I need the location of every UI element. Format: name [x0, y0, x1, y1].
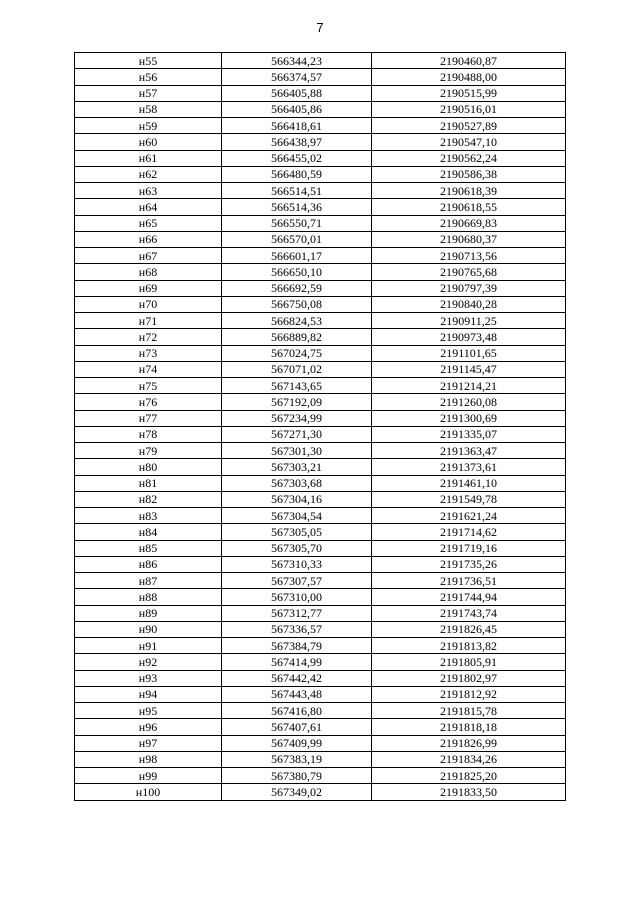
coordinates-table — [74, 52, 566, 801]
x-coordinate-cell: 567383,19 — [222, 751, 372, 767]
x-coordinate-cell: 567271,30 — [222, 426, 372, 442]
x-coordinate-cell: 566514,36 — [222, 199, 372, 215]
y-coordinate-cell: 2190911,25 — [372, 313, 566, 329]
x-coordinate-cell: 566824,53 — [222, 313, 372, 329]
x-coordinate-cell: 567304,16 — [222, 491, 372, 507]
point-id-cell: н91 — [75, 638, 222, 654]
x-coordinate-cell: 567336,57 — [222, 621, 372, 637]
x-coordinate-cell: 567307,57 — [222, 573, 372, 589]
table-row — [75, 735, 566, 751]
x-coordinate-cell: 566650,10 — [222, 264, 372, 280]
x-coordinate-cell: 566601,17 — [222, 248, 372, 264]
coordinates-table-body — [75, 53, 566, 801]
point-id-cell: н73 — [75, 345, 222, 361]
x-coordinate-cell: 566405,88 — [222, 85, 372, 101]
y-coordinate-cell: 2191743,74 — [372, 605, 566, 621]
y-coordinate-cell: 2191826,99 — [372, 735, 566, 751]
table-row — [75, 719, 566, 735]
table-row — [75, 621, 566, 637]
table-row — [75, 118, 566, 134]
point-id-cell: н56 — [75, 69, 222, 85]
table-row — [75, 183, 566, 199]
y-coordinate-cell: 2190840,28 — [372, 296, 566, 312]
point-id-cell: н89 — [75, 605, 222, 621]
point-id-cell: н75 — [75, 378, 222, 394]
point-id-cell: н98 — [75, 751, 222, 767]
point-id-cell: н64 — [75, 199, 222, 215]
table-row — [75, 556, 566, 572]
table-row — [75, 670, 566, 686]
x-coordinate-cell: 566438,97 — [222, 134, 372, 150]
point-id-cell: н83 — [75, 508, 222, 524]
y-coordinate-cell: 2191825,20 — [372, 768, 566, 784]
y-coordinate-cell: 2190586,38 — [372, 166, 566, 182]
table-row — [75, 101, 566, 117]
y-coordinate-cell: 2190460,87 — [372, 53, 566, 69]
x-coordinate-cell: 567143,65 — [222, 378, 372, 394]
y-coordinate-cell: 2190618,39 — [372, 183, 566, 199]
table-row — [75, 410, 566, 426]
table-row — [75, 654, 566, 670]
y-coordinate-cell: 2191813,82 — [372, 638, 566, 654]
y-coordinate-cell: 2191805,91 — [372, 654, 566, 670]
y-coordinate-cell: 2191549,78 — [372, 491, 566, 507]
y-coordinate-cell: 2190547,10 — [372, 134, 566, 150]
y-coordinate-cell: 2191815,78 — [372, 703, 566, 719]
x-coordinate-cell: 567192,09 — [222, 394, 372, 410]
y-coordinate-cell: 2190516,01 — [372, 101, 566, 117]
y-coordinate-cell: 2190669,83 — [372, 215, 566, 231]
x-coordinate-cell: 567407,61 — [222, 719, 372, 735]
y-coordinate-cell: 2191621,24 — [372, 508, 566, 524]
table-row — [75, 231, 566, 247]
table-row — [75, 768, 566, 784]
y-coordinate-cell: 2191744,94 — [372, 589, 566, 605]
x-coordinate-cell: 567380,79 — [222, 768, 372, 784]
y-coordinate-cell: 2191461,10 — [372, 475, 566, 491]
table-row — [75, 69, 566, 85]
point-id-cell: н93 — [75, 670, 222, 686]
x-coordinate-cell: 566405,86 — [222, 101, 372, 117]
x-coordinate-cell: 567234,99 — [222, 410, 372, 426]
point-id-cell: н63 — [75, 183, 222, 199]
y-coordinate-cell: 2191373,61 — [372, 459, 566, 475]
y-coordinate-cell: 2191834,26 — [372, 751, 566, 767]
table-row — [75, 280, 566, 296]
y-coordinate-cell: 2191714,62 — [372, 524, 566, 540]
y-coordinate-cell: 2191214,21 — [372, 378, 566, 394]
table-row — [75, 443, 566, 459]
y-coordinate-cell: 2191363,47 — [372, 443, 566, 459]
y-coordinate-cell: 2191101,65 — [372, 345, 566, 361]
y-coordinate-cell: 2191818,18 — [372, 719, 566, 735]
table-row — [75, 150, 566, 166]
y-coordinate-cell: 2191300,69 — [372, 410, 566, 426]
point-id-cell: н72 — [75, 329, 222, 345]
table-row — [75, 199, 566, 215]
y-coordinate-cell: 2191719,16 — [372, 540, 566, 556]
x-coordinate-cell: 567301,30 — [222, 443, 372, 459]
x-coordinate-cell: 567384,79 — [222, 638, 372, 654]
point-id-cell: н78 — [75, 426, 222, 442]
table-row — [75, 751, 566, 767]
point-id-cell: н62 — [75, 166, 222, 182]
y-coordinate-cell: 2191735,26 — [372, 556, 566, 572]
point-id-cell: н82 — [75, 491, 222, 507]
table-row — [75, 361, 566, 377]
y-coordinate-cell: 2191145,47 — [372, 361, 566, 377]
table-row — [75, 784, 566, 800]
point-id-cell: н57 — [75, 85, 222, 101]
y-coordinate-cell: 2190562,24 — [372, 150, 566, 166]
point-id-cell: н88 — [75, 589, 222, 605]
x-coordinate-cell: 567305,70 — [222, 540, 372, 556]
table-row — [75, 686, 566, 702]
y-coordinate-cell: 2191833,50 — [372, 784, 566, 800]
y-coordinate-cell: 2190713,56 — [372, 248, 566, 264]
table-row — [75, 573, 566, 589]
point-id-cell: н95 — [75, 703, 222, 719]
point-id-cell: н85 — [75, 540, 222, 556]
x-coordinate-cell: 567312,77 — [222, 605, 372, 621]
y-coordinate-cell: 2191802,97 — [372, 670, 566, 686]
table-row — [75, 475, 566, 491]
table-row — [75, 394, 566, 410]
point-id-cell: н97 — [75, 735, 222, 751]
x-coordinate-cell: 567416,80 — [222, 703, 372, 719]
x-coordinate-cell: 566750,08 — [222, 296, 372, 312]
x-coordinate-cell: 566344,23 — [222, 53, 372, 69]
point-id-cell: н65 — [75, 215, 222, 231]
x-coordinate-cell: 567349,02 — [222, 784, 372, 800]
y-coordinate-cell: 2190527,89 — [372, 118, 566, 134]
point-id-cell: н76 — [75, 394, 222, 410]
table-row — [75, 589, 566, 605]
table-row — [75, 426, 566, 442]
table-row — [75, 134, 566, 150]
x-coordinate-cell: 566514,51 — [222, 183, 372, 199]
point-id-cell: н81 — [75, 475, 222, 491]
table-row — [75, 703, 566, 719]
point-id-cell: н61 — [75, 150, 222, 166]
table-row — [75, 215, 566, 231]
point-id-cell: н87 — [75, 573, 222, 589]
point-id-cell: н94 — [75, 686, 222, 702]
table-row — [75, 345, 566, 361]
x-coordinate-cell: 567305,05 — [222, 524, 372, 540]
table-row — [75, 85, 566, 101]
x-coordinate-cell: 566418,61 — [222, 118, 372, 134]
table-row — [75, 329, 566, 345]
point-id-cell: н66 — [75, 231, 222, 247]
point-id-cell: н60 — [75, 134, 222, 150]
point-id-cell: н74 — [75, 361, 222, 377]
table-row — [75, 313, 566, 329]
x-coordinate-cell: 567443,48 — [222, 686, 372, 702]
x-coordinate-cell: 567310,33 — [222, 556, 372, 572]
table-row — [75, 540, 566, 556]
point-id-cell: н68 — [75, 264, 222, 280]
table-row — [75, 605, 566, 621]
point-id-cell: н86 — [75, 556, 222, 572]
table-row — [75, 508, 566, 524]
point-id-cell: н99 — [75, 768, 222, 784]
x-coordinate-cell: 566692,59 — [222, 280, 372, 296]
point-id-cell: н55 — [75, 53, 222, 69]
y-coordinate-cell: 2191826,45 — [372, 621, 566, 637]
table-row — [75, 248, 566, 264]
table-row — [75, 459, 566, 475]
x-coordinate-cell: 567071,02 — [222, 361, 372, 377]
y-coordinate-cell: 2191812,92 — [372, 686, 566, 702]
x-coordinate-cell: 566889,82 — [222, 329, 372, 345]
y-coordinate-cell: 2190765,68 — [372, 264, 566, 280]
point-id-cell: н84 — [75, 524, 222, 540]
x-coordinate-cell: 566570,01 — [222, 231, 372, 247]
table-row — [75, 53, 566, 69]
x-coordinate-cell: 566374,57 — [222, 69, 372, 85]
point-id-cell: н77 — [75, 410, 222, 426]
table-row — [75, 491, 566, 507]
x-coordinate-cell: 567303,21 — [222, 459, 372, 475]
table-row — [75, 378, 566, 394]
y-coordinate-cell: 2191260,08 — [372, 394, 566, 410]
point-id-cell: н58 — [75, 101, 222, 117]
y-coordinate-cell: 2190515,99 — [372, 85, 566, 101]
y-coordinate-cell: 2190973,48 — [372, 329, 566, 345]
x-coordinate-cell: 566480,59 — [222, 166, 372, 182]
y-coordinate-cell: 2191736,51 — [372, 573, 566, 589]
x-coordinate-cell: 567024,75 — [222, 345, 372, 361]
x-coordinate-cell: 566550,71 — [222, 215, 372, 231]
point-id-cell: н90 — [75, 621, 222, 637]
point-id-cell: н70 — [75, 296, 222, 312]
y-coordinate-cell: 2190680,37 — [372, 231, 566, 247]
page-number: 7 — [316, 20, 324, 35]
point-id-cell: н96 — [75, 719, 222, 735]
point-id-cell: н59 — [75, 118, 222, 134]
table-row — [75, 638, 566, 654]
x-coordinate-cell: 567409,99 — [222, 735, 372, 751]
point-id-cell: н80 — [75, 459, 222, 475]
point-id-cell: н67 — [75, 248, 222, 264]
table-row — [75, 166, 566, 182]
x-coordinate-cell: 567310,00 — [222, 589, 372, 605]
y-coordinate-cell: 2190797,39 — [372, 280, 566, 296]
y-coordinate-cell: 2190618,55 — [372, 199, 566, 215]
y-coordinate-cell: 2191335,07 — [372, 426, 566, 442]
y-coordinate-cell: 2190488,00 — [372, 69, 566, 85]
point-id-cell: н69 — [75, 280, 222, 296]
point-id-cell: н71 — [75, 313, 222, 329]
table-row — [75, 296, 566, 312]
x-coordinate-cell: 566455,02 — [222, 150, 372, 166]
table-row — [75, 524, 566, 540]
x-coordinate-cell: 567414,99 — [222, 654, 372, 670]
x-coordinate-cell: 567304,54 — [222, 508, 372, 524]
x-coordinate-cell: 567442,42 — [222, 670, 372, 686]
point-id-cell: н92 — [75, 654, 222, 670]
x-coordinate-cell: 567303,68 — [222, 475, 372, 491]
table-row — [75, 264, 566, 280]
point-id-cell: н100 — [75, 784, 222, 800]
point-id-cell: н79 — [75, 443, 222, 459]
